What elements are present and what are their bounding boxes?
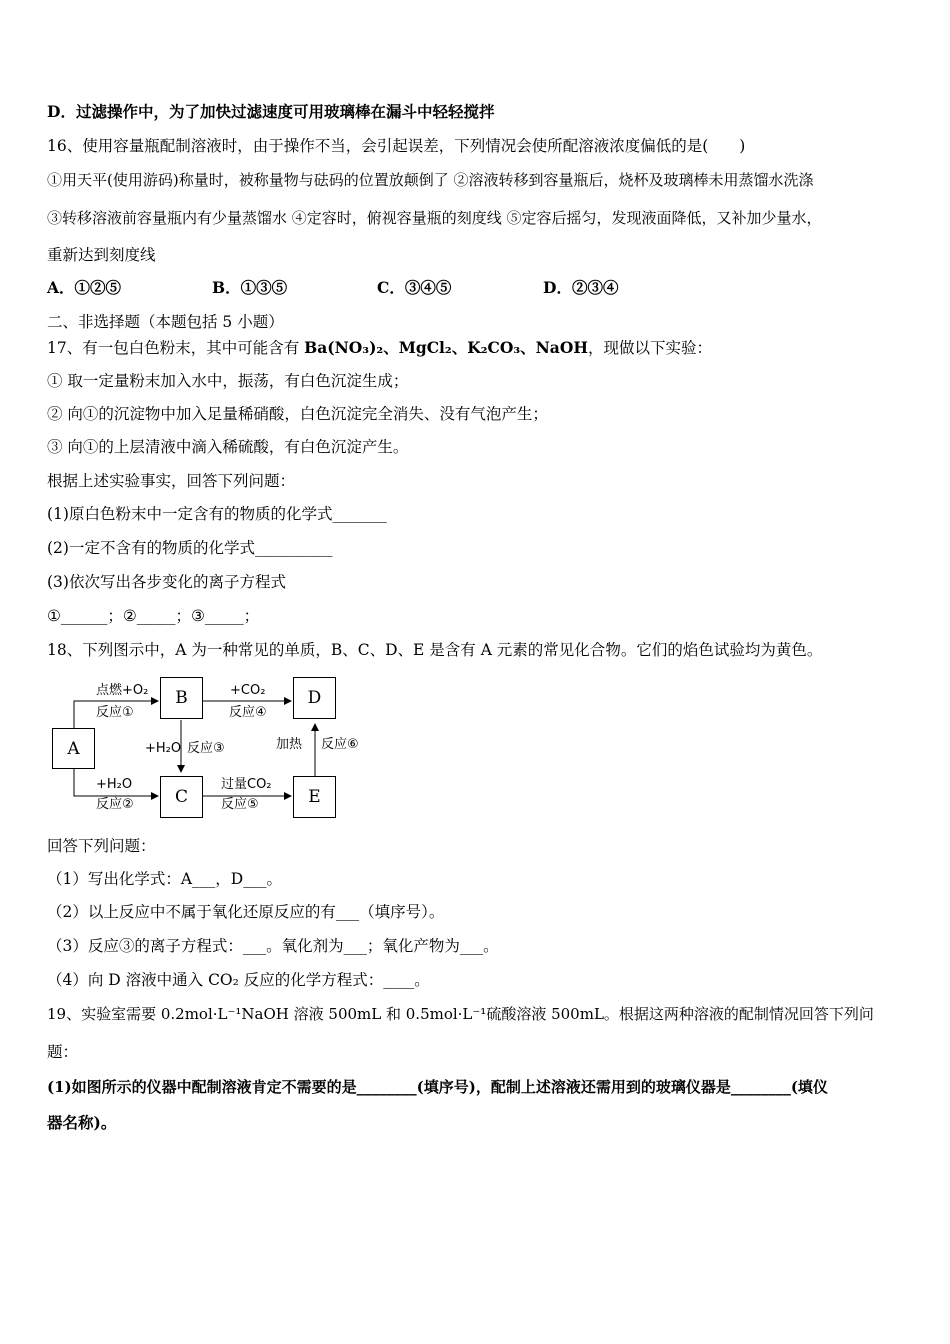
label-ab-top: 点燃+O₂: [96, 683, 149, 698]
q16-stem: 16、使用容量瓶配制溶液时，由于操作不当，会引起误差，下列情况会使所配溶液浓度偏低的是( ): [47, 137, 746, 155]
q17-experiment-2: ② 向①的沉淀物中加入足量稀硝酸，白色沉淀完全消失、没有气泡产生；: [47, 405, 548, 423]
label-ac-top: +H₂O: [96, 777, 133, 792]
q19-stem-line-1: 19、实验室需要 0.2mol·L⁻¹NaOH 溶液 500mL 和 0.5mol·L⁻¹硫酸溶液 500mL。根据这两种溶液的配制情况回答下列问: [47, 1005, 874, 1023]
q19-subquestion-1-cont: 器名称)。: [47, 1113, 117, 1132]
node-e: E: [293, 776, 336, 818]
q17-intro: 根据上述实验事实，回答下列问题：: [47, 472, 296, 490]
q17-subquestion-1: (1)原白色粉末中一定含有的物质的化学式_______: [47, 505, 387, 523]
label-bc-right: 反应③: [187, 741, 225, 756]
q16-choices-line-2: ③转移溶液前容量瓶内有少量蒸馏水 ④定容时，俯视容量瓶的刻度线 ⑤定容后摇匀，发现液面降低，又补加少量水，: [47, 209, 822, 227]
q16-option-b: B．①③⑤: [212, 278, 288, 297]
q16-option-d: D．②③④: [543, 278, 619, 297]
node-d: D: [293, 677, 336, 719]
label-ed-right: 反应⑥: [321, 737, 359, 752]
q18-subquestion-4: （4）向 D 溶液中通入 CO₂ 反应的化学方程式：____。: [47, 971, 430, 989]
q17-stem-prefix: 17、有一包白色粉末，其中可能含有: [47, 339, 305, 357]
label-ce-bottom: 反应⑤: [221, 797, 259, 812]
q18-subquestion-1: （1）写出化学式：A___，D___。: [47, 870, 282, 888]
q19-stem-line-2: 题：: [47, 1043, 79, 1061]
label-bd-top: +CO₂: [230, 683, 266, 698]
q17-stem-chemicals: Ba(NO₃)₂、MgCl₂、K₂CO₃、NaOH: [304, 338, 588, 357]
q16-option-c: C．③④⑤: [377, 278, 452, 297]
q17-subquestion-3: (3)依次写出各步变化的离子方程式: [47, 573, 286, 591]
q17-experiment-3: ③ 向①的上层清液中滴入稀硫酸，有白色沉淀产生。: [47, 438, 409, 456]
label-ce-top: 过量CO₂: [221, 777, 272, 792]
label-ab-bottom: 反应①: [96, 705, 134, 720]
label-ed-left: 加热: [276, 737, 303, 752]
label-ac-bottom: 反应②: [96, 797, 134, 812]
node-c: C: [160, 776, 203, 818]
q18-intro: 回答下列问题：: [47, 837, 156, 855]
q18-stem: 18、下列图示中，A 为一种常见的单质，B、C、D、E 是含有 A 元素的常见化合物。它们的焰色试验均为黄色。: [47, 641, 823, 659]
q17-answer-blanks: ①______；②_____；③_____；: [47, 607, 260, 625]
q17-stem-suffix: ，现做以下实验：: [587, 339, 712, 357]
q15-option-d: D．过滤操作中，为了加快过滤速度可用玻璃棒在漏斗中轻轻搅拌: [47, 102, 495, 121]
node-a: A: [52, 728, 95, 769]
reaction-diagram: [50, 672, 359, 822]
q17-subquestion-2: (2)一定不含有的物质的化学式__________: [47, 539, 333, 557]
q17-stem: [47, 338, 712, 358]
q18-subquestion-3: （3）反应③的离子方程式：___。氧化剂为___；氧化产物为___。: [47, 937, 499, 955]
q16-option-a: A．①②⑤: [47, 278, 122, 297]
q19-subquestion-1: (1)如图所示的仪器中配制溶液肯定不需要的是________(填序号)，配制上述溶液还需用到的玻璃仪器是________(填仪: [47, 1078, 828, 1096]
q16-choices-line-1: ①用天平(使用游码)称量时，被称量物与砝码的位置放颠倒了 ②溶液转移到容量瓶后，烧杯及玻璃棒未用蒸馏水洗涤: [47, 171, 814, 189]
q17-experiment-1: ① 取一定量粉末加入水中，振荡，有白色沉淀生成；: [47, 372, 409, 390]
q18-subquestion-2: （2）以上反应中不属于氧化还原反应的有___（填序号）。: [47, 903, 445, 921]
q16-choices-line-3: 重新达到刻度线: [47, 246, 156, 264]
label-bd-bottom: 反应④: [229, 705, 267, 720]
section-title: 二、非选择题（本题包括 5 小题）: [47, 313, 284, 331]
label-bc-left: +H₂O: [145, 741, 182, 756]
node-b: B: [160, 677, 203, 719]
